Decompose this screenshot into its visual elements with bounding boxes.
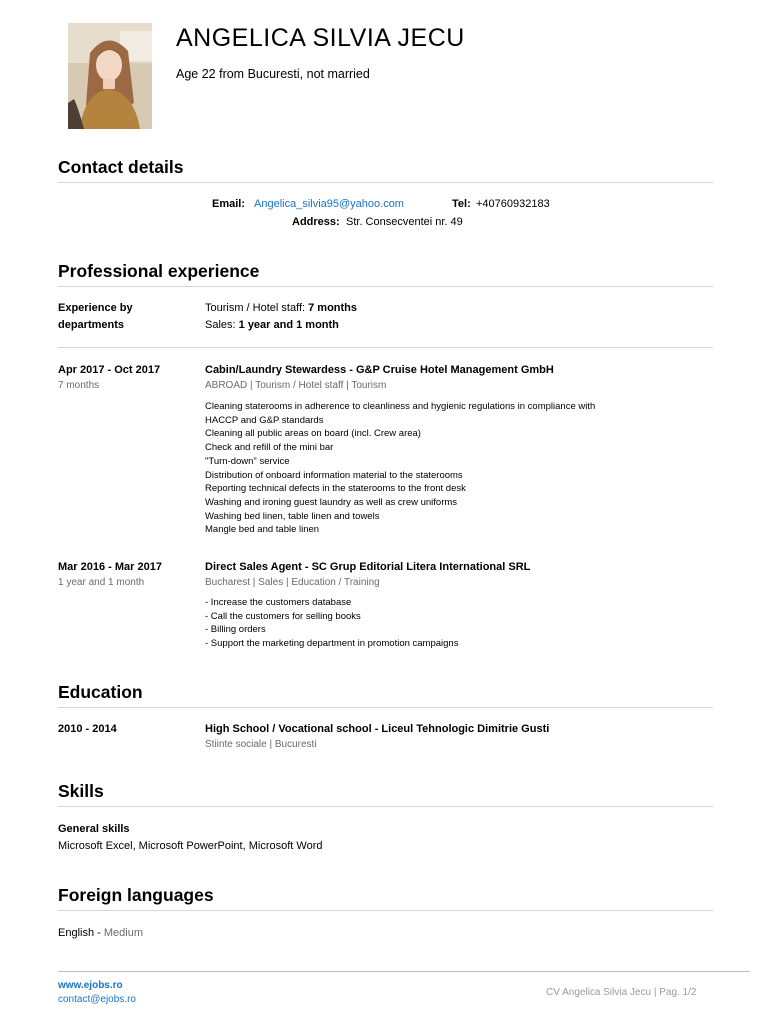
description-line: Washing and ironing guest laundry as well as crew uniforms	[205, 496, 458, 508]
departments-label: Experience by	[58, 302, 133, 314]
job-meta: ABROAD | Tourism / Hotel staff | Tourism	[205, 380, 387, 391]
job-title: Cabin/Laundry Stewardess - G&P Cruise Hotel Management GmbH	[205, 364, 554, 376]
description-line: Washing bed linen, table linen and towels	[205, 510, 380, 522]
departments-label-cont: departments	[58, 319, 125, 331]
department-name: Sales:	[205, 319, 236, 331]
subsection-divider	[58, 347, 713, 348]
job-period: Mar 2016 - Mar 2017	[58, 561, 162, 573]
section-divider	[58, 910, 713, 911]
description-line: Check and refill of the mini bar	[205, 442, 334, 454]
experience-section-title: Professional experience	[58, 261, 260, 281]
section-divider	[58, 182, 713, 183]
department-row	[205, 319, 339, 331]
education-meta: Stiinte sociale | Bucuresti	[205, 739, 317, 750]
languages-section-title: Foreign languages	[58, 885, 214, 905]
email-link[interactable]: Angelica_silvia95@yahoo.com	[254, 198, 404, 210]
job-title: Direct Sales Agent - SC Grup Editorial Litera International SRL	[205, 561, 531, 573]
footer-email-link[interactable]: contact@ejobs.ro	[58, 994, 136, 1005]
contact-section-title: Contact details	[58, 157, 184, 177]
candidate-summary: Age 22 from Bucuresti, not married	[176, 67, 370, 81]
department-duration: 7 months	[308, 302, 358, 314]
description-line: - Call the customers for selling books	[205, 610, 361, 622]
footer-site-link[interactable]: www.ejobs.ro	[58, 980, 123, 991]
department-name: Tourism / Hotel staff:	[205, 302, 306, 314]
tel-value: +40760932183	[476, 198, 550, 210]
job-duration: 7 months	[58, 380, 100, 391]
description-line: - Billing orders	[205, 624, 266, 636]
education-section-title: Education	[58, 682, 143, 702]
job-duration: 1 year and 1 month	[58, 577, 145, 588]
education-school: High School / Vocational school - Liceul Tehnologic Dimitrie Gusti	[205, 723, 550, 735]
address-label: Address:	[292, 216, 340, 228]
language-name: English -	[58, 927, 101, 939]
profile-photo	[68, 23, 152, 129]
description-line: - Support the marketing department in promotion campaigns	[205, 638, 459, 650]
description-line: HACCP and G&P standards	[205, 414, 324, 426]
description-line: Mangle bed and table linen	[205, 524, 320, 536]
skills-label: General skills	[58, 823, 130, 835]
job-description	[205, 400, 595, 537]
language-row	[58, 927, 143, 939]
department-duration: 1 year and 1 month	[238, 319, 339, 331]
tel-label: Tel:	[452, 198, 471, 210]
candidate-name: ANGELICA SILVIA JECU	[176, 24, 465, 52]
description-line: Reporting technical defects in the staterooms to the front desk	[205, 483, 466, 495]
job-meta: Bucharest | Sales | Education / Training	[205, 577, 380, 588]
language-level: Medium	[103, 927, 143, 939]
section-divider	[58, 806, 713, 807]
address-value: Str. Consecventei nr. 49	[346, 216, 463, 228]
section-divider	[58, 286, 713, 287]
department-row	[205, 302, 357, 314]
profile-photo-image	[68, 23, 152, 129]
footer-page-info: CV Angelica Silvia Jecu | Pag. 1/2	[546, 987, 697, 998]
education-period: 2010 - 2014	[58, 723, 117, 735]
job-period: Apr 2017 - Oct 2017	[58, 364, 161, 376]
description-line: Distribution of onboard information material to the staterooms	[205, 469, 463, 481]
footer-divider	[58, 971, 750, 972]
description-line: "Turn-down" service	[205, 455, 290, 467]
skills-value: Microsoft Excel, Microsoft PowerPoint, Microsoft Word	[58, 840, 323, 852]
skills-section-title: Skills	[58, 781, 104, 801]
description-line: Cleaning staterooms in adherence to cleanliness and hygienic regulations in compliance with	[205, 401, 596, 412]
email-label: Email:	[212, 198, 246, 210]
section-divider	[58, 707, 713, 708]
description-line: Cleaning all public areas on board (incl. Crew area)	[205, 428, 421, 440]
description-line: - Increase the customers database	[205, 597, 352, 608]
job-description	[205, 596, 458, 651]
